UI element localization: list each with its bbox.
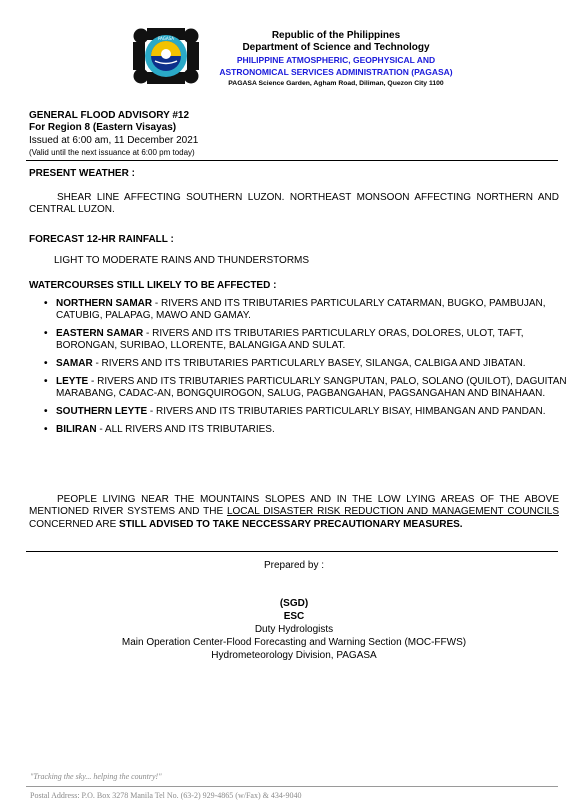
agency-block bbox=[205, 30, 467, 90]
advice-connector: CONCERNED ARE bbox=[29, 518, 120, 530]
watercourse-list bbox=[36, 298, 580, 442]
list-item: • EASTERN SAMAR - RIVERS AND ITS TRIBUTARIES PARTICULARLY ORAS, DOLORES, ULOT, TAFT, BORONGAN, SURIBAO, LLORENTE, BALANGIGA AND SULAT. bbox=[44, 328, 524, 352]
agency-address: PAGASA Science Garden, Agham Road, Diliman, Quezon City 1100 bbox=[228, 80, 444, 87]
advisory-info bbox=[29, 110, 559, 159]
list-item: • LEYTE - RIVERS AND ITS TRIBUTARIES PARTICULARLY SANGPUTAN, PALO, SOLANO (QUILOT), DAGUITAN MARABANG, CADAC-AN, BONGQUIROGON, SALUG, PAGBANGAHAN, PAGSANGAHAN AND BINAHAAN. bbox=[44, 375, 567, 400]
weather-heading: PRESENT WEATHER : bbox=[29, 168, 135, 179]
advice-emphasis: STILL ADVISED TO TAKE NECCESSARY PRECAUTIONARY MEASURES. bbox=[119, 518, 463, 530]
advice-paragraph bbox=[29, 494, 559, 531]
footer-address: Postal Address: P.O. Box 3278 Manila Tel No. (63-2) 929-4865 (w/Fax) & 434-9040 bbox=[30, 791, 302, 800]
rivers-text: - RIVERS AND ITS TRIBUTARIES PARTICULARLY BASEY, SILANGA, CALBIGA AND JIBATAN. bbox=[92, 358, 526, 370]
signatory-name: ESC bbox=[283, 611, 305, 622]
department-line: Department of Science and Technology bbox=[242, 42, 430, 53]
province-name: LEYTE bbox=[56, 375, 89, 387]
province-name: SAMAR bbox=[56, 358, 93, 370]
advisory-title: GENERAL FLOOD ADVISORY #12 bbox=[29, 110, 190, 121]
divider bbox=[26, 551, 558, 552]
advice-text: PEOPLE LIVING NEAR THE MOUNTAINS SLOPES AND IN THE LOW LYING AREAS OF THE ABOVE MENTIONED RIVER SYSTEMS AND THE bbox=[29, 494, 559, 518]
agency-line-1: PHILIPPINE ATMOSPHERIC, GEOPHYSICAL AND bbox=[236, 55, 436, 65]
rainfall-heading: FORECAST 12-HR RAINFALL : bbox=[29, 234, 174, 245]
weather-text: SHEAR LINE AFFECTING SOUTHERN LUZON. NORTHEAST MONSOON AFFECTING NORTHERN AND CENTRAL LUZON. bbox=[29, 192, 559, 216]
rivers-text: - RIVERS AND ITS TRIBUTARIES PARTICULARLY ORAS, DOLORES, ULOT, TAFT, BORONGAN, SURIBAO, LLORENTE, BALANGIGA AND SULAT. bbox=[56, 328, 524, 352]
list-item: • NORTHERN SAMAR - RIVERS AND ITS TRIBUTARIES PARTICULARLY CATARMAN, BUGKO, PAMBUJAN, CATUBIG, PALAPAG, MAWO AND GAMAY. bbox=[44, 298, 546, 322]
list-item: • BILIRAN - ALL RIVERS AND ITS TRIBUTARIES. bbox=[44, 423, 275, 435]
rivers-text: - RIVERS AND ITS TRIBUTARIES PARTICULARLY SANGPUTAN, PALO, SOLANO (QUILOT), DAGUITAN MARABANG, CADAC-AN, BONGQUIROGON, SALUG, PAGBANGAHAN, PAGSANGAHAN AND BINAHAAN. bbox=[56, 375, 567, 400]
watercourses-heading: WATERCOURSES STILL LIKELY TO BE AFFECTED : bbox=[29, 280, 277, 291]
advisory-issued: Issued at 6:00 am, 11 December 2021 bbox=[29, 134, 199, 146]
footer-divider bbox=[26, 786, 558, 787]
footer-motto: "Tracking the sky... helping the country!" bbox=[30, 772, 162, 781]
province-name: NORTHERN SAMAR bbox=[56, 298, 153, 309]
advisory-region: For Region 8 (Eastern Visayas) bbox=[29, 122, 177, 134]
signature-sgd: (SGD) bbox=[279, 598, 309, 609]
council-reference: LOCAL DISASTER RISK REDUCTION AND MANAGEMENT COUNCILS bbox=[226, 506, 559, 518]
province-name: EASTERN SAMAR bbox=[56, 328, 144, 340]
advisory-validity: (Valid until the next issuance at 6:00 pm today) bbox=[29, 147, 195, 157]
signatory-section: Main Operation Center-Flood Forecasting and Warning Section (MOC-FFWS) bbox=[121, 637, 467, 648]
list-item: • SAMAR - RIVERS AND ITS TRIBUTARIES PARTICULARLY BASEY, SILANGA, CALBIGA AND JIBATAN. bbox=[44, 358, 526, 370]
logo-lettering: PAGASA bbox=[157, 36, 175, 41]
signatory-position: Duty Hydrologists bbox=[254, 624, 334, 635]
province-name: SOUTHERN LEYTE bbox=[56, 406, 148, 418]
province-name: BILIRAN bbox=[56, 423, 97, 435]
pagasa-logo-icon bbox=[133, 28, 199, 84]
republic-line: Republic of the Philippines bbox=[271, 30, 401, 41]
agency-line-2: ASTRONOMICAL SERVICES ADMINISTRATION (PAGASA) bbox=[219, 67, 453, 77]
rivers-text: - ALL RIVERS AND ITS TRIBUTARIES. bbox=[96, 423, 275, 435]
list-item: • SOUTHERN LEYTE - RIVERS AND ITS TRIBUTARIES PARTICULARLY BISAY, HIMBANGAN AND PANDAN. bbox=[44, 406, 546, 418]
rivers-text: - RIVERS AND ITS TRIBUTARIES PARTICULARLY CATARMAN, BUGKO, PAMBUJAN, CATUBIG, PALAPAG, MAWO AND GAMAY. bbox=[56, 298, 546, 322]
rainfall-text: LIGHT TO MODERATE RAINS AND THUNDERSTORMS bbox=[54, 255, 310, 266]
letterhead bbox=[0, 0, 583, 95]
prepared-by-label: Prepared by : bbox=[263, 560, 325, 571]
signatory-division: Hydrometeorology Division, PAGASA bbox=[211, 650, 377, 661]
divider bbox=[26, 160, 558, 161]
rivers-text: - RIVERS AND ITS TRIBUTARIES PARTICULARLY BISAY, HIMBANGAN AND PANDAN. bbox=[147, 406, 546, 418]
